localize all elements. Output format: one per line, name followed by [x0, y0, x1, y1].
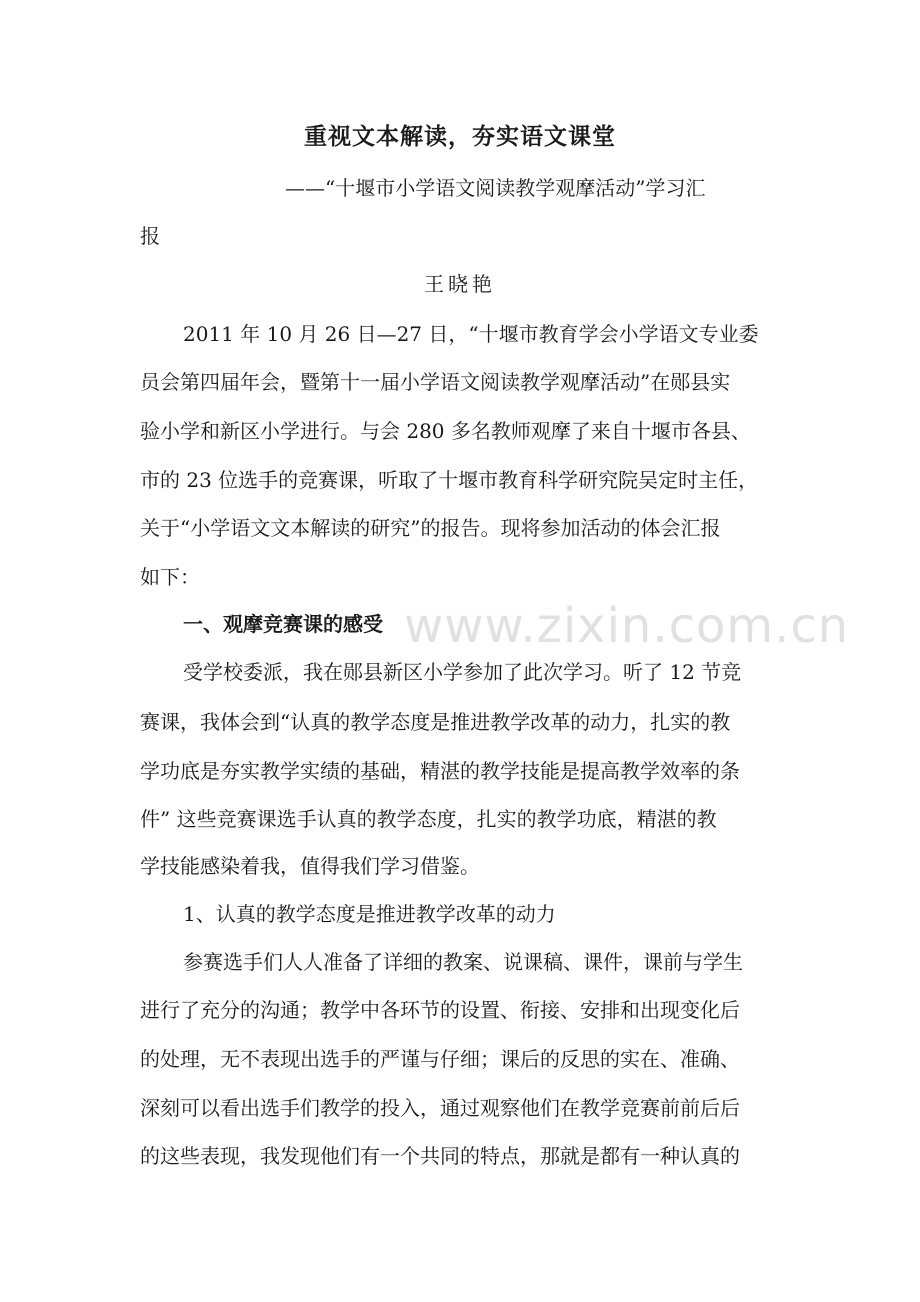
paragraph1-line: 市的 23 位选手的竞赛课，听取了十堰市教育科学研究院吴定时主任，	[140, 468, 759, 492]
paragraph3-line: 进行了充分的沟通；教学中各环节的设置、衔接、安排和出现变化后	[140, 998, 740, 1022]
paragraph2-line: 件” 这些竞赛课选手认真的教学态度，扎实的教学功底，精湛的教	[140, 807, 717, 831]
paragraph2-line: 赛课，我体会到“认真的教学态度是推进教学改革的动力，扎实的教	[140, 710, 731, 734]
document-subtitle-continued: 报	[140, 224, 160, 248]
paragraph1-line: 验小学和新区小学进行。与会 280 多名教师观摩了来自十堰市各县、	[140, 419, 751, 443]
document-subtitle: ——“十堰市小学语文阅读教学观摩活动”学习汇	[285, 176, 706, 200]
paragraph3-line: 的处理，无不表现出选手的严谨与仔细；课后的反思的实在、准确、	[140, 1047, 740, 1071]
subsection-heading: 1、认真的教学态度是推进教学改革的动力	[183, 902, 556, 926]
paragraph3-line: 参赛选手们人人准备了详细的教案、说课稿、课件，课前与学生	[183, 950, 743, 974]
paragraph1-line: 员会第四届年会，暨第十一届小学语文阅读教学观摩活动”在郧县实	[140, 370, 731, 394]
paragraph2-line: 受学校委派，我在郧县新区小学参加了此次学习。听了 12 节竞	[183, 660, 742, 684]
paragraph1-line: 如下：	[140, 565, 200, 589]
paragraph2-line: 学功底是夯实教学实绩的基础，精湛的教学技能是提高教学效率的条	[140, 759, 740, 783]
watermark: www.zixin.com.cn	[404, 598, 850, 654]
paragraph1-line: 关于“小学语文文本解读的研究”的报告。现将参加活动的体会汇报	[140, 516, 721, 540]
document-title: 重视文本解读，夯实语文课堂	[304, 123, 616, 150]
paragraph2-line: 学技能感染着我，值得我们学习借鉴。	[140, 854, 480, 878]
section-heading: 一、观摩竞赛课的感受	[183, 612, 383, 636]
author-text: 王晓艳	[424, 272, 496, 296]
paragraph3-line: 深刻可以看出选手们教学的投入，通过观察他们在教学竞赛前前后后	[140, 1096, 740, 1120]
author-name	[0, 268, 920, 297]
paragraph1-line: 2011 年 10 月 26 日—27 日，“十堰市教育学会小学语文专业委	[183, 322, 759, 346]
paragraph3-line: 的这些表现，我发现他们有一个共同的特点，那就是都有一种认真的	[140, 1144, 740, 1168]
